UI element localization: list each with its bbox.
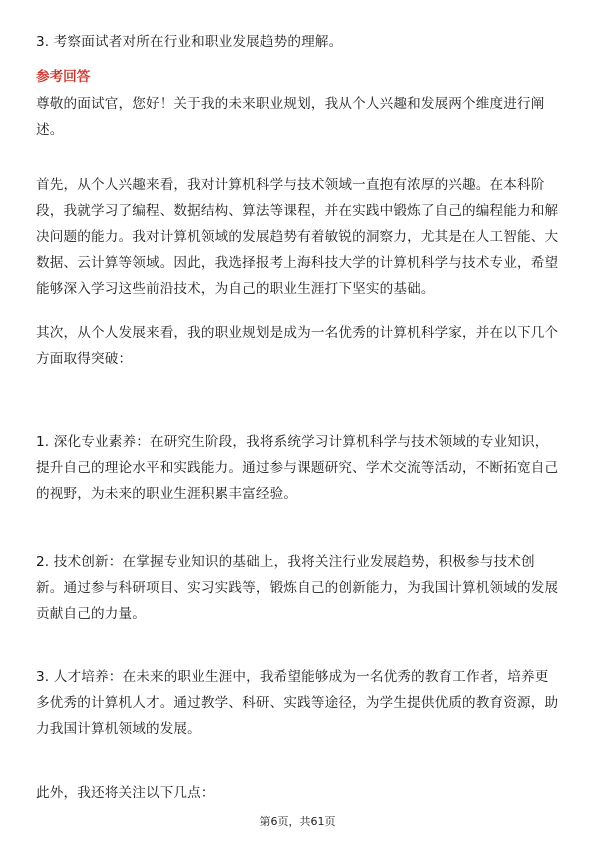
point-3: 3. 人才培养：在未来的职业生涯中，我希望能够成为一名优秀的教育工作者，培养更多优秀的计算机人才。通过教学、科研、实践等途径，为学生提供优质的教育资源，助力我国计算机领域的发展。 <box>36 669 559 737</box>
paragraph-interest: 首先，从个人兴趣来看，我对计算机科学与技术领域一直抱有浓厚的兴趣。在本科阶段，我就学习了编程、数据结构、算法等课程，并在实践中锻炼了自己的编程能力和解决问题的能力。我对计算机领域的发展趋势有着敏锐的洞察力，尤其是在人工智能、大数据、云计算等领域。因此，我选择报考上海科技大学的计算机科学与技术专业，希望能够深入学习这些前沿技术，为自己的职业生涯打下坚实的基础。 <box>36 177 559 297</box>
point-2: 2. 技术创新：在掌握专业知识的基础上，我将关注行业发展趋势，积极参与技术创新。通过参与科研项目、实习实践等，锻炼自己的创新能力，为我国计算机领域的发展贡献自己的力量。 <box>36 554 559 622</box>
answer-heading: 参考回答 <box>36 69 91 85</box>
paragraph-development: 其次，从个人发展来看，我的职业规划是成为一名优秀的计算机科学家，并在以下几个方面取得突破： <box>36 325 559 367</box>
paragraph-intro: 尊敬的面试官，您好！关于我的未来职业规划，我从个人兴趣和发展两个维度进行阐述。 <box>36 96 545 138</box>
point-1: 1. 深化专业素养：在研究生阶段，我将系统学习计算机科学与技术领域的专业知识，提升自己的理论水平和实践能力。通过参与课题研究、学术交流等活动，不断拓宽自己的视野，为未来的职业生涯积累丰富经验。 <box>36 434 559 502</box>
paragraph-additional: 此外，我还将关注以下几点： <box>36 785 215 801</box>
page-footer: 第6页，共61页 <box>259 815 336 828</box>
question-point: 3. 考察面试者对所在行业和职业发展趋势的理解。 <box>36 34 343 50</box>
